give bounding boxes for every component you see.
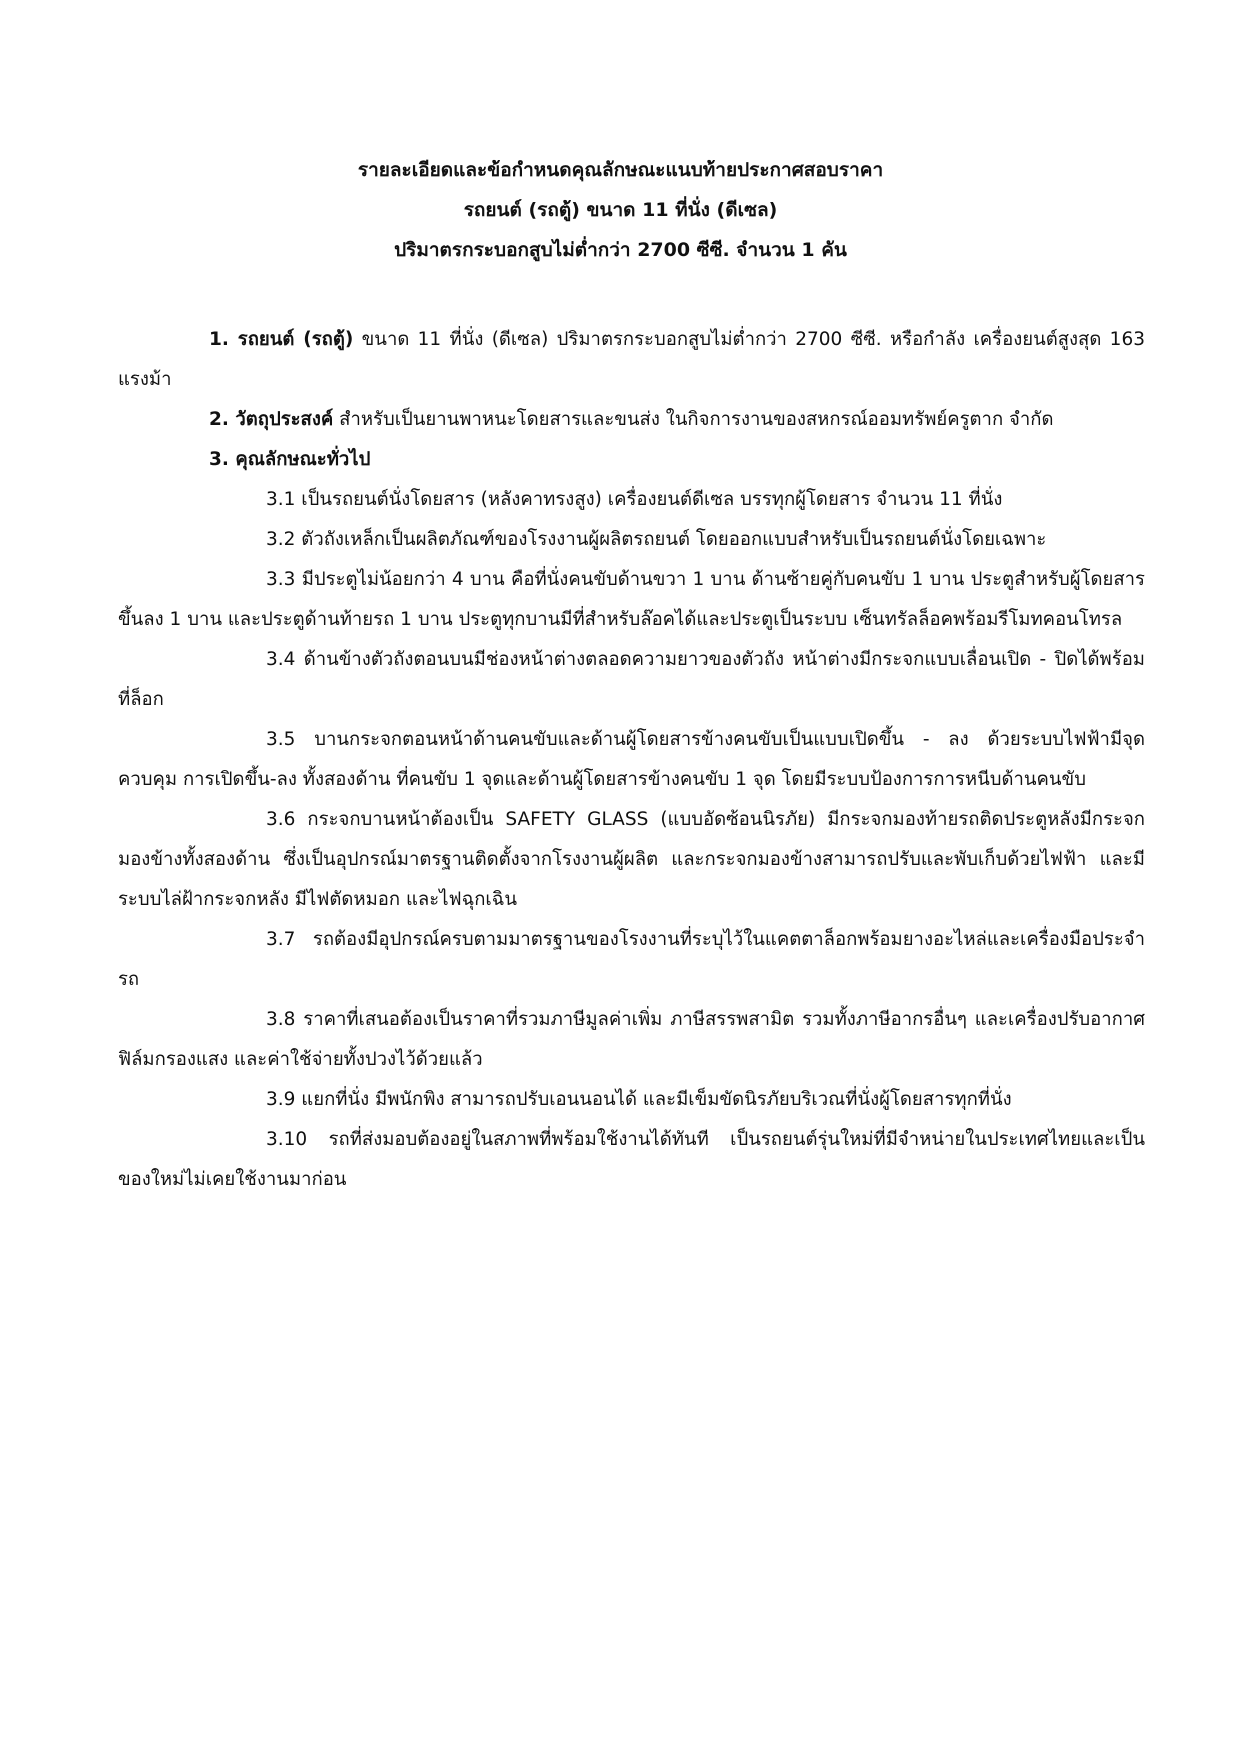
spec-3-9: 3.9 แยกที่นั่ง มีพนักพิง สามารถปรับเอนนอนได้ และมีเข็มขัดนิรภัยบริเวณที่นั่งผู้โดยสารทุกที่นั่ง xyxy=(266,1089,1012,1110)
spec-3-3: 3.3 มีประตูไม่น้อยกว่า 4 บาน คือที่นั่งคนขับด้านขวา 1 บาน ด้านซ้ายคู่กับคนขับ 1 บาน ประตูสำหรับผู้โดยสารขึ้นลง 1 บาน และประตูด้านท้ายรถ 1 บาน ประตูทุกบานมีที่สำหรับล๊อคได้และประตูเป็นระบบ เซ็นทรัลล็อคพร้อมรีโมทคอนโทรล xyxy=(118,569,1145,630)
item-3 xyxy=(118,440,1145,480)
title-line-3: ปริมาตรกระบอกสูบไม่ต่ำกว่า 2700 ซีซี. จำนวน 1 คัน xyxy=(394,239,847,261)
item-1 xyxy=(118,320,1145,400)
item-2-heading: 2. วัตถุประสงค์ xyxy=(209,409,334,430)
title-line-2: รถยนต์ (รถตู้) ขนาด 11 ที่นั่ง (ดีเซล) xyxy=(463,199,778,221)
spec-3-1: 3.1 เป็นรถยนต์นั่งโดยสาร (หลังคาทรงสูง) เครื่องยนต์ดีเซล บรรทุกผู้โดยสาร จำนวน 11 ที่นั่ง xyxy=(266,489,1003,510)
spec-3-6: 3.6 กระจกบานหน้าต้องเป็น SAFETY GLASS (แบบอัดซ้อนนิรภัย) มีกระจกมองท้ายรถติดประตูหลังมีกระจกมองข้างทั้งสองด้าน ซึ่งเป็นอุปกรณ์มาตรฐานติดตั้งจากโรงงานผู้ผลิต และกระจกมองข้างสามารถปรับและพับเก็บด้วยไฟฟ้า และมีระบบไล่ฝ้ากระจกหลัง มีไฟตัดหมอก และไฟฉุกเฉิน xyxy=(118,809,1145,910)
spec-3-5: 3.5 บานกระจกตอนหน้าด้านคนขับและด้านผู้โดยสารข้างคนขับเป็นแบบเปิดขึ้น - ลง ด้วยระบบไฟฟ้ามีจุดควบคุม การเปิดขึ้น-ลง ทั้งสองด้าน ที่คนขับ 1 จุดและด้านผู้โดยสารข้างคนขับ 1 จุด โดยมีระบบป้องการการหนีบด้านคนขับ xyxy=(118,729,1145,790)
spec-3-10: 3.10 รถที่ส่งมอบต้องอยู่ในสภาพที่พร้อมใช้งานได้ทันที เป็นรถยนต์รุ่นใหม่ที่มีจำหน่ายในประเทศไทยและเป็น ของใหม่ไม่เคยใช้งานมาก่อน xyxy=(118,1129,1145,1190)
spec-3-4: 3.4 ด้านข้างตัวถังตอนบนมีช่องหน้าต่างตลอดความยาวของตัวถัง หน้าต่างมีกระจกแบบเลื่อนเปิด - ปิดได้พร้อมที่ล็อก xyxy=(118,649,1145,710)
title-line-1: รายละเอียดและข้อกำหนดคุณลักษณะแนบท้ายประกาศสอบราคา xyxy=(357,159,884,181)
item-2-text: สำหรับเป็นยานพาหนะโดยสารและขนส่ง ในกิจการงานของสหกรณ์ออมทรัพย์ครูตาก จำกัด xyxy=(333,409,1054,430)
item-2 xyxy=(118,400,1145,440)
document-body xyxy=(118,320,1145,1200)
document-title xyxy=(118,150,1123,270)
item-1-heading: 1. รถยนต์ (รถตู้) xyxy=(209,329,354,350)
spec-3-2: 3.2 ตัวถังเหล็กเป็นผลิตภัณฑ์ของโรงงานผู้ผลิตรถยนต์ โดยออกแบบสำหรับเป็นรถยนต์นั่งโดยเฉพาะ xyxy=(266,529,1047,550)
spec-3-8: 3.8 ราคาที่เสนอต้องเป็นราคาที่รวมภาษีมูลค่าเพิ่ม ภาษีสรรพสามิต รวมทั้งภาษีอากรอื่นๆ และเครื่องปรับอากาศ ฟิล์มกรองแสง และค่าใช้จ่ายทั้งปวงไว้ด้วยแล้ว xyxy=(118,1009,1145,1070)
item-1-text: ขนาด 11 ที่นั่ง (ดีเซล) ปริมาตรกระบอกสูบไม่ต่ำกว่า 2700 ซีซี. หรือกำลัง เครื่องยนต์สูงสุด 163 แรงม้า xyxy=(118,329,1145,390)
spec-3-7: 3.7 รถต้องมีอุปกรณ์ครบตามมาตรฐานของโรงงานที่ระบุไว้ในแคตตาล็อกพร้อมยางอะไหล่และเครื่องมือประจำรถ xyxy=(118,929,1145,990)
item-3-heading: 3. คุณลักษณะทั่วไป xyxy=(209,449,371,470)
